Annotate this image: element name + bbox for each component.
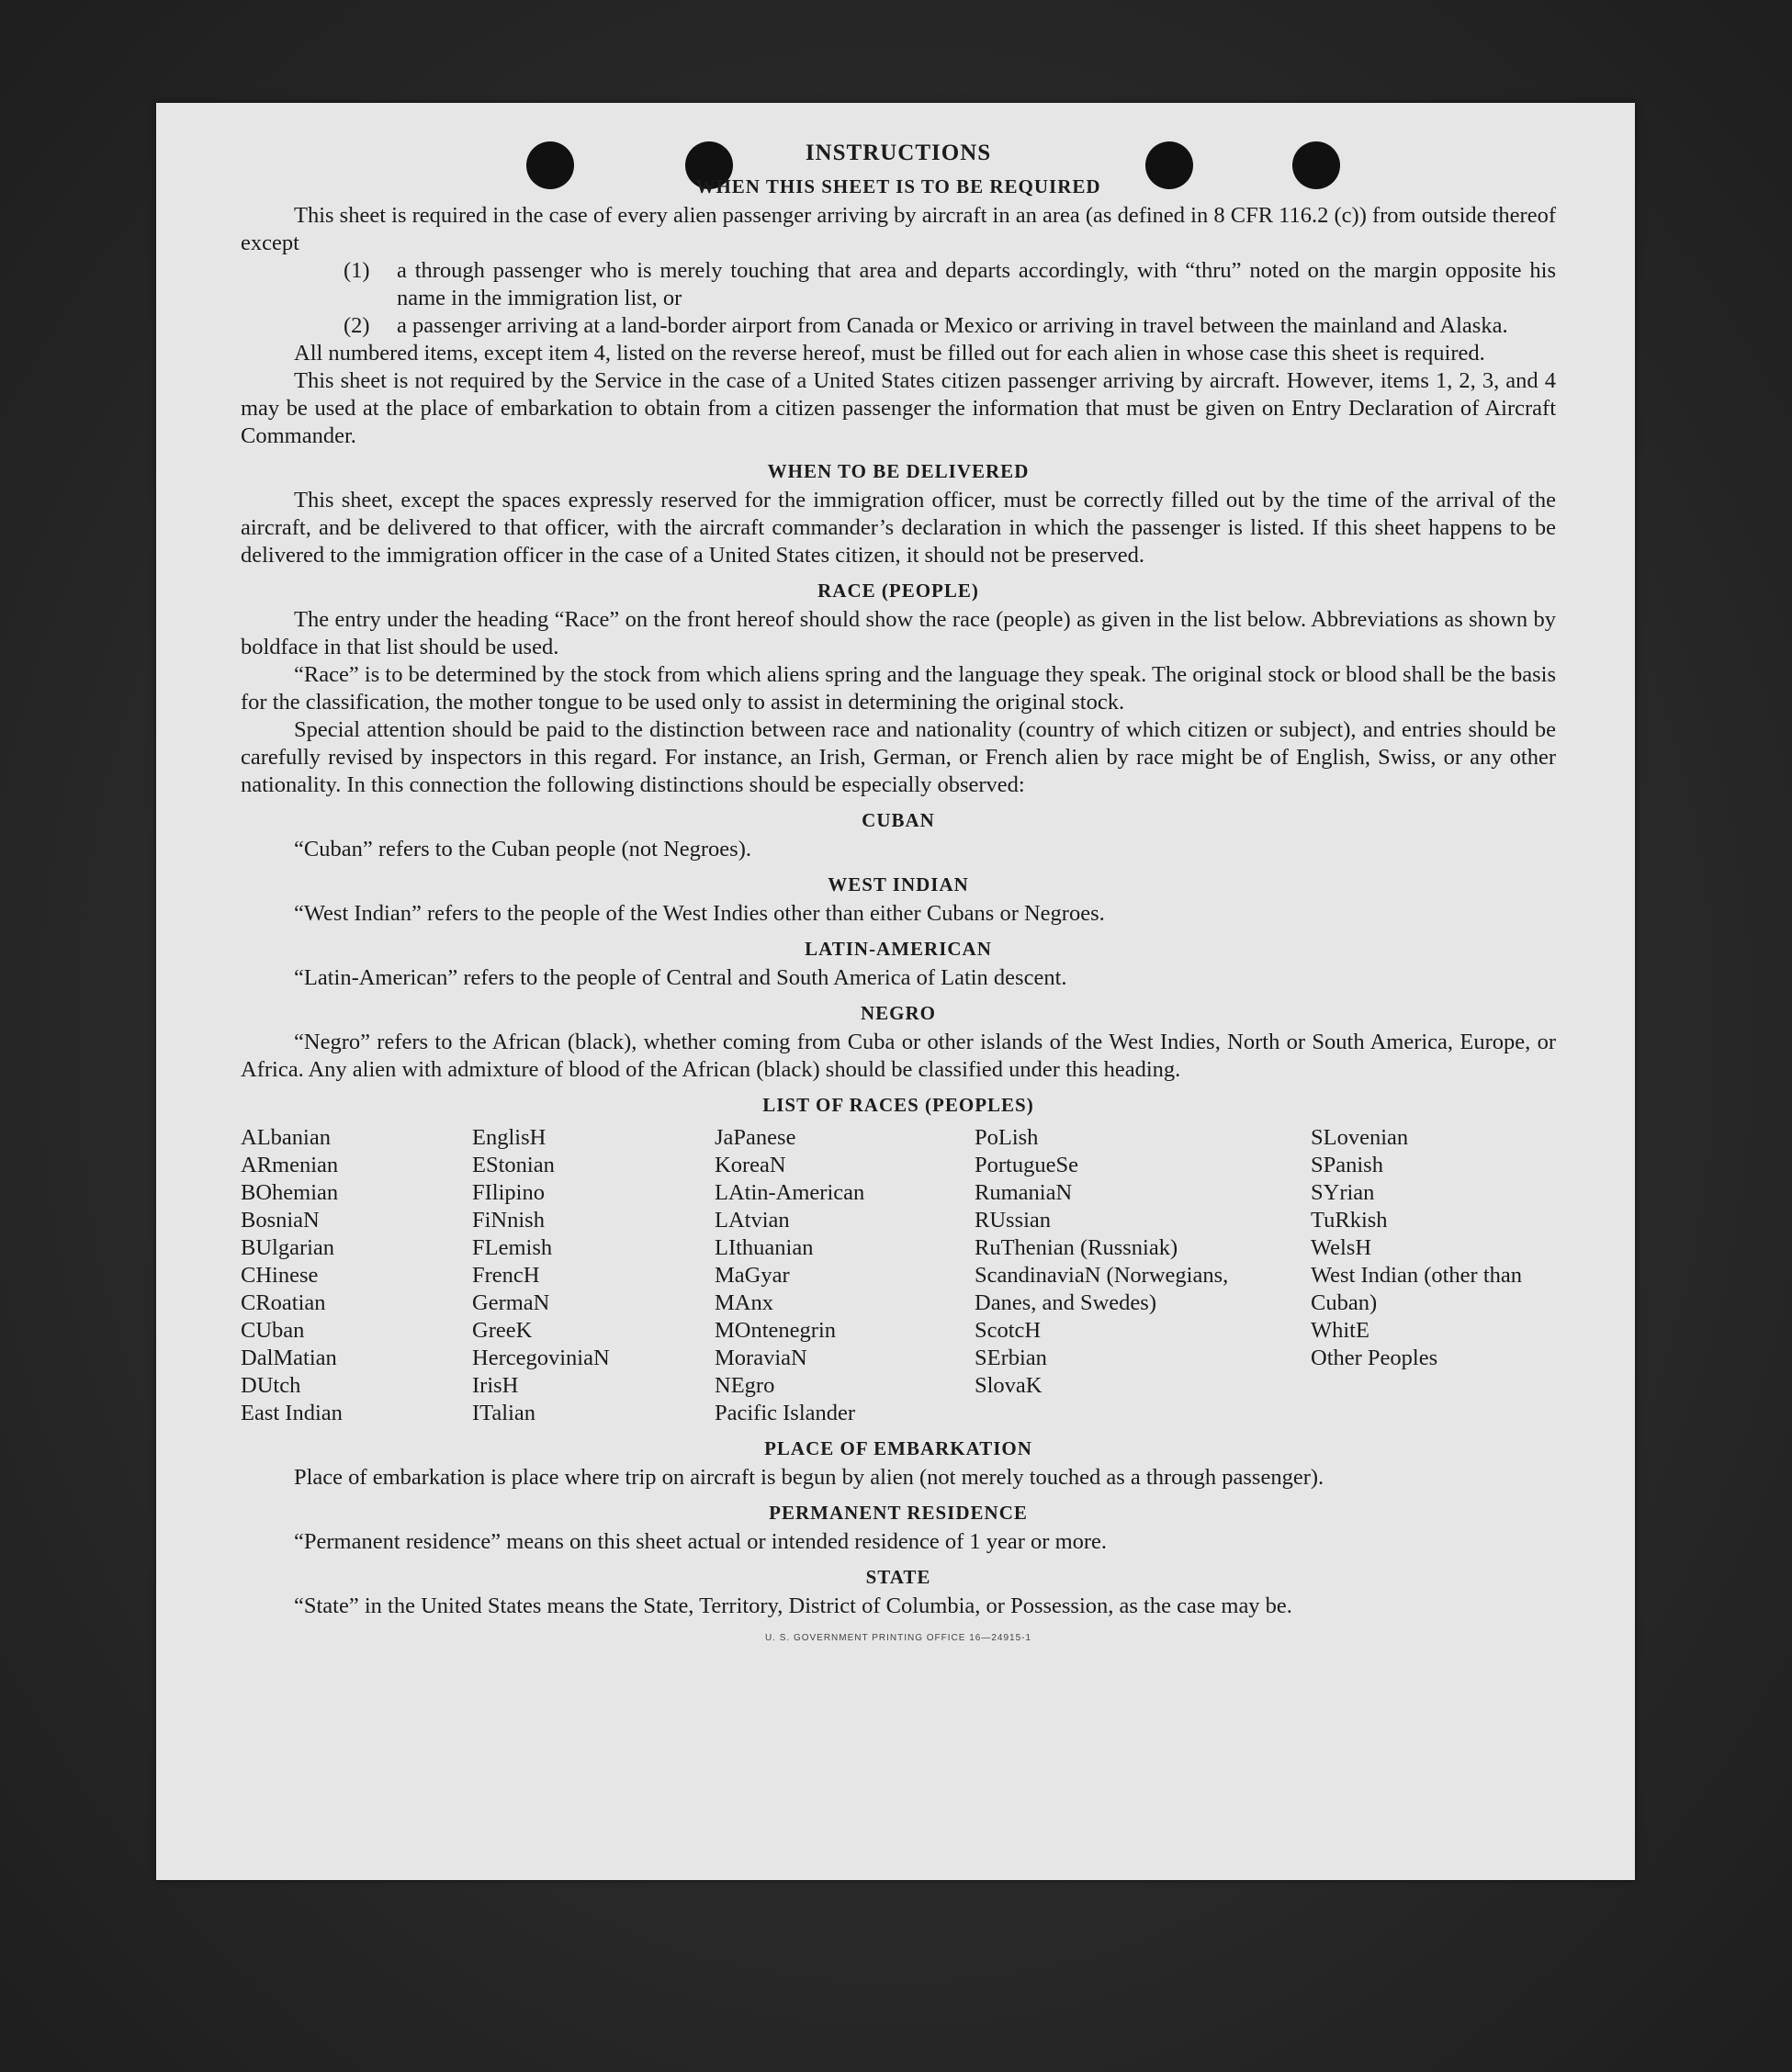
- exception-text: a through passenger who is merely touching that area and departs accordingly, with “thru” noted on the margin opposite his name in the immigration list, or: [397, 258, 1556, 310]
- printer-imprint: U. S. GOVERNMENT PRINTING OFFICE 16—24915-1: [764, 1633, 1032, 1643]
- race-entry: HercegoviniaN: [472, 1346, 610, 1370]
- race-column: [241, 1124, 472, 1427]
- race-entry: CHinese: [241, 1263, 319, 1288]
- race-entry: DalMatian: [241, 1346, 337, 1370]
- race-entry: EnglisH: [472, 1125, 547, 1150]
- section-heading-embarkation: PLACE OF EMBARKATION: [764, 1437, 1032, 1459]
- embarkation-definition: Place of embarkation is place where trip on aircraft is begun by alien (not merely touched as a through passenger).: [294, 1465, 1324, 1490]
- section-heading-state: STATE: [865, 1566, 931, 1588]
- exception-item: [344, 312, 1556, 340]
- sheet-content: [241, 140, 1556, 1643]
- race-paragraph: Special attention should be paid to the distinction between race and nationality (country of which citizen or subject), and entries should be carefully revised by inspectors in this regard. For instance, an Irish, German, or French alien by race might be of English, Swiss, or any other nationality. In this connection the following distinctions should be especially observed:: [241, 717, 1556, 797]
- race-entry: BosniaN: [241, 1208, 320, 1233]
- required-paragraph: This sheet is not required by the Service in the case of a United States citizen passenger arriving by aircraft. However, items 1, 2, 3, and 4 may be used at the place of embarkation to obtain from a citizen passenger the information that must be given on Entry Declaration of Aircraft Commander.: [241, 368, 1556, 448]
- race-entry: DUtch: [241, 1373, 301, 1398]
- race-entry: FrencH: [472, 1263, 540, 1288]
- race-entry: SlovaK: [975, 1373, 1043, 1398]
- exception-text: a passenger arriving at a land-border airport from Canada or Mexico or arriving in travel between the mainland and Alaska.: [397, 313, 1508, 338]
- race-entry: SErbian: [975, 1346, 1047, 1370]
- race-list: [241, 1124, 1556, 1427]
- race-entry: NEgro: [715, 1373, 775, 1398]
- race-entry: ITalian: [472, 1401, 536, 1425]
- race-entry: EStonian: [472, 1153, 555, 1177]
- race-entry: WhitE: [1311, 1318, 1369, 1343]
- race-entry: RUssian: [975, 1208, 1052, 1233]
- race-entry: SPanish: [1311, 1153, 1383, 1177]
- race-entry: RumaniaN: [975, 1180, 1073, 1205]
- race-entry: SYrian: [1311, 1180, 1375, 1205]
- race-entry: MOntenegrin: [715, 1318, 836, 1343]
- race-column: [975, 1124, 1311, 1427]
- race-entry: West Indian (other than Cuban): [1311, 1263, 1523, 1315]
- section-heading-cuban: CUBAN: [862, 809, 935, 831]
- race-entry: SLovenian: [1311, 1125, 1409, 1150]
- state-definition: “State” in the United States means the State, Territory, District of Columbia, or Possession, as the case may be.: [294, 1593, 1292, 1618]
- race-entry: BUlgarian: [241, 1235, 335, 1260]
- race-entry: WelsH: [1311, 1235, 1372, 1260]
- race-entry: FiNnish: [472, 1208, 545, 1233]
- race-column: [472, 1124, 715, 1427]
- race-entry: GermaN: [472, 1290, 550, 1315]
- race-entry: GreeK: [472, 1318, 533, 1343]
- race-entry: CUban: [241, 1318, 305, 1343]
- race-entry: East Indian: [241, 1401, 343, 1425]
- cuban-definition: “Cuban” refers to the Cuban people (not Negroes).: [294, 837, 751, 861]
- delivered-paragraph: This sheet, except the spaces expressly reserved for the immigration officer, must be correctly filled out by the time of the arrival of the aircraft, and be delivered to that officer, with the aircraft commander’s declaration in which the passenger is listed. If this sheet happens to be delivered to the immigration officer in the case of a United States citizen, it should not be preserved.: [241, 488, 1556, 568]
- race-column: [715, 1124, 975, 1427]
- race-entry: LAtvian: [715, 1208, 790, 1233]
- section-heading-west-indian: WEST INDIAN: [828, 873, 969, 895]
- race-paragraph: The entry under the heading “Race” on the front hereof should show the race (people) as given in the list below. Abbreviations as shown by boldface in that list should be used.: [241, 607, 1556, 659]
- section-heading-latin-american: LATIN-AMERICAN: [805, 938, 992, 960]
- race-entry: MoraviaN: [715, 1346, 807, 1370]
- race-entry: FIlipino: [472, 1180, 545, 1205]
- section-heading-residence: PERMANENT RESIDENCE: [769, 1502, 1028, 1524]
- exception-number: (2): [344, 313, 370, 338]
- negro-definition: “Negro” refers to the African (black), whether coming from Cuba or other islands of the West Indies, North or South America, Europe, or Africa. Any alien with admixture of blood of the African (black) should be classified under this heading.: [241, 1030, 1556, 1082]
- residence-definition: “Permanent residence” means on this sheet actual or intended residence of 1 year or more.: [294, 1529, 1108, 1554]
- race-entry: ARmenian: [241, 1153, 339, 1177]
- section-heading-race: RACE (PEOPLE): [817, 580, 979, 602]
- race-entry: Other Peoples: [1311, 1346, 1438, 1370]
- page-title: INSTRUCTIONS: [805, 141, 992, 165]
- race-entry: KoreaN: [715, 1153, 786, 1177]
- exception-item: [344, 257, 1556, 312]
- race-entry: FLemish: [472, 1235, 553, 1260]
- west-indian-definition: “West Indian” refers to the people of the West Indies other than either Cubans or Negroes.: [294, 901, 1105, 926]
- required-paragraph: All numbered items, except item 4, listed on the reverse hereof, must be filled out for each alien in whose case this sheet is required.: [294, 341, 1485, 366]
- exception-number: (1): [344, 258, 370, 283]
- race-paragraph: “Race” is to be determined by the stock from which aliens spring and the language they speak. The original stock or blood shall be the basis for the classification, the mother tongue to be used only to assist in determining the original stock.: [241, 662, 1556, 715]
- race-entry: BOhemian: [241, 1180, 339, 1205]
- race-entry: PoLish: [975, 1125, 1039, 1150]
- race-entry: MAnx: [715, 1290, 773, 1315]
- race-entry: LIthuanian: [715, 1235, 814, 1260]
- race-entry: ScandinaviaN (Norwegians, Danes, and Swedes): [975, 1263, 1229, 1315]
- race-entry: IrisH: [472, 1373, 519, 1398]
- race-entry: CRoatian: [241, 1290, 326, 1315]
- race-entry: PortugueSe: [975, 1153, 1078, 1177]
- race-entry: TuRkish: [1311, 1208, 1388, 1233]
- race-entry: Pacific Islander: [715, 1401, 856, 1425]
- instruction-sheet: [156, 103, 1635, 1880]
- race-entry: ALbanian: [241, 1125, 331, 1150]
- race-entry: LAtin-American: [715, 1180, 865, 1205]
- section-heading-list: LIST OF RACES (PEOPLES): [762, 1094, 1034, 1116]
- section-heading-required: WHEN THIS SHEET IS TO BE REQUIRED: [695, 175, 1101, 197]
- race-entry: MaGyar: [715, 1263, 790, 1288]
- race-column: [1311, 1124, 1550, 1427]
- race-entry: JaPanese: [715, 1125, 796, 1150]
- section-heading-delivered: WHEN TO BE DELIVERED: [767, 460, 1030, 482]
- required-paragraph: This sheet is required in the case of every alien passenger arriving by aircraft in an area (as defined in 8 CFR 116.2 (c)) from outside thereof except: [241, 203, 1556, 255]
- race-entry: RuThenian (Russniak): [975, 1235, 1178, 1260]
- latin-american-definition: “Latin-American” refers to the people of Central and South America of Latin descent.: [294, 965, 1067, 990]
- race-entry: ScotcH: [975, 1318, 1042, 1343]
- exception-list: [344, 257, 1556, 340]
- section-heading-negro: NEGRO: [860, 1002, 936, 1024]
